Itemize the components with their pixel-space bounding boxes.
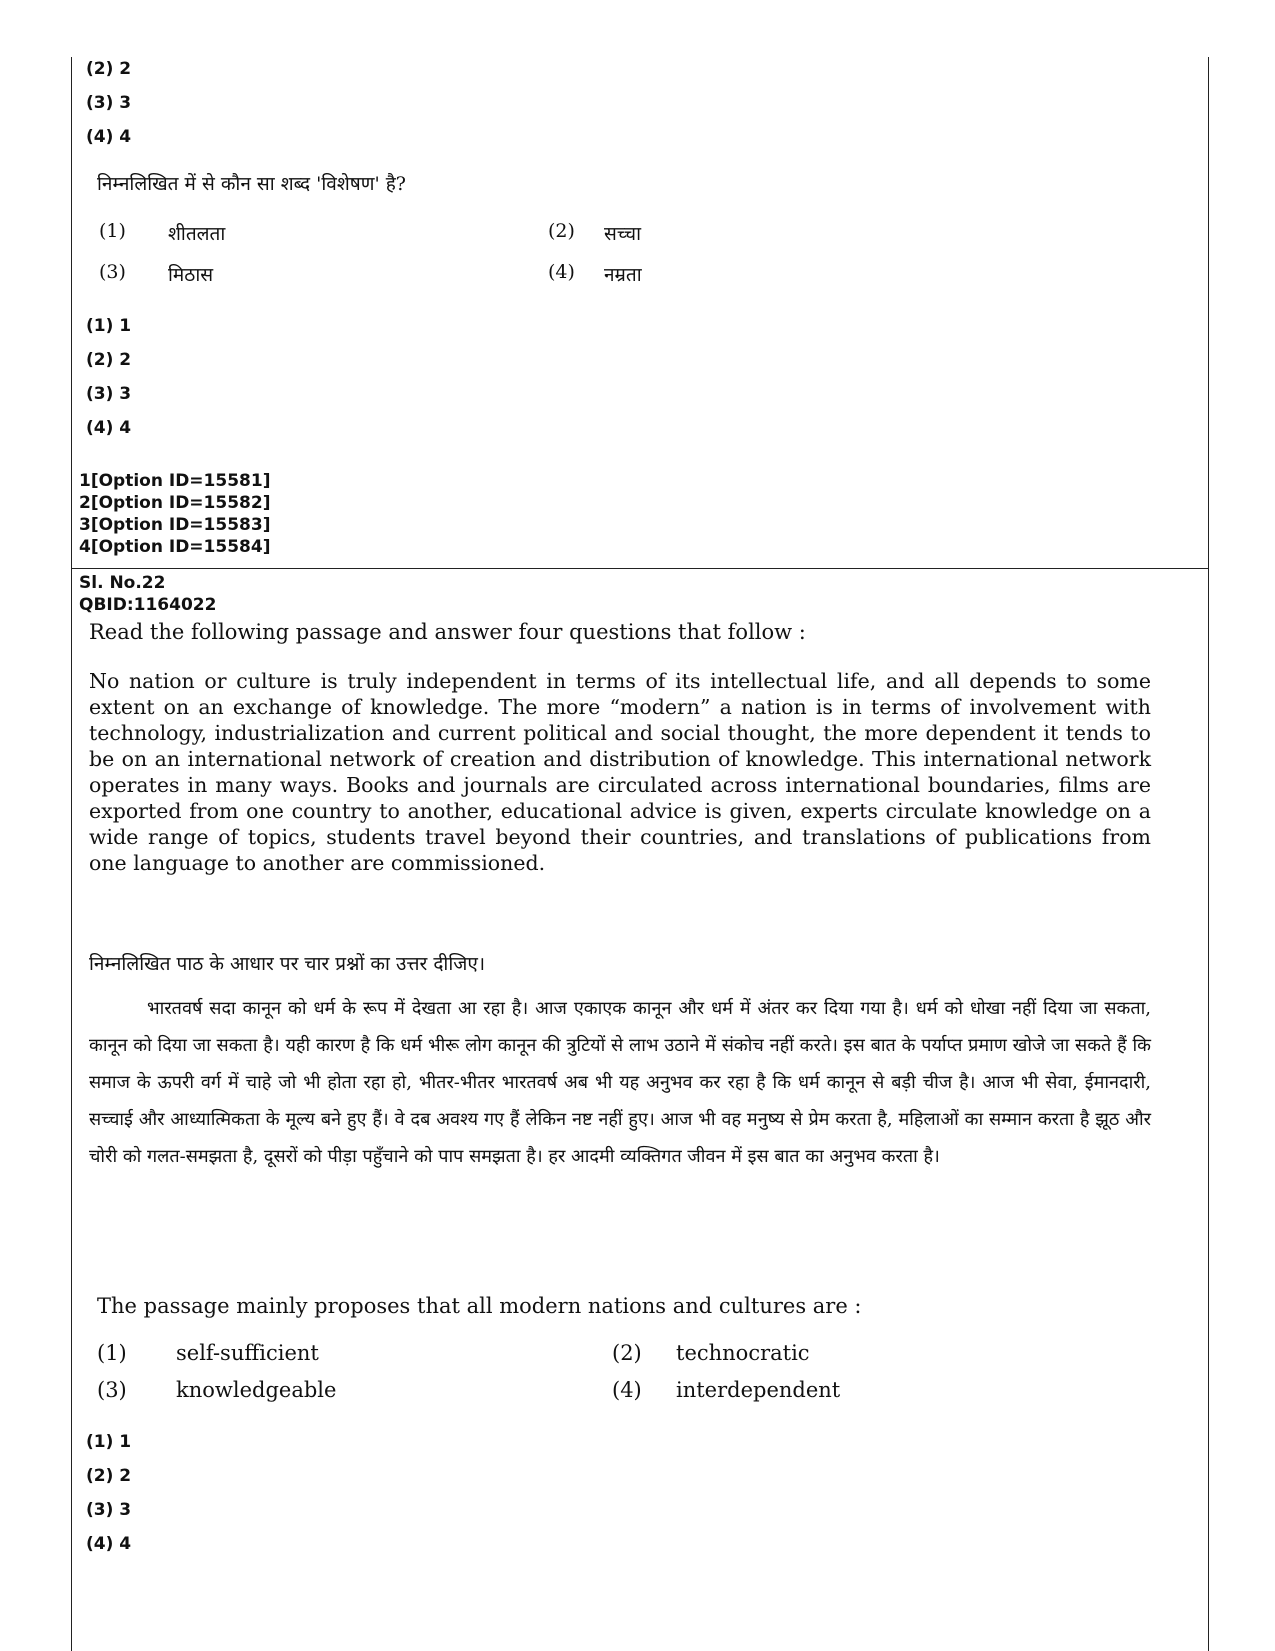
option-text: सच्चा xyxy=(604,223,641,245)
instruction-hindi: निम्नलिखित पाठ के आधार पर चार प्रश्नों का उत्तर दीजिए। xyxy=(89,953,486,975)
answer-choice[interactable]: (4) 4 xyxy=(86,418,132,438)
option-number: (1) xyxy=(97,1341,127,1365)
passage-hindi xyxy=(89,990,1151,1175)
instruction-english: Read the following passage and answer four questions that follow : xyxy=(89,620,806,644)
option-text: knowledgeable xyxy=(176,1378,337,1402)
qbid: QBID:1164022 xyxy=(79,595,217,615)
option-id: 3[Option ID=15583] xyxy=(79,515,271,535)
option-number: (3) xyxy=(97,1378,127,1402)
option-number: (2) xyxy=(612,1341,642,1365)
serial-number: Sl. No.22 xyxy=(79,573,166,593)
answer-choice[interactable]: (4) 4 xyxy=(86,1534,132,1554)
option-id-list xyxy=(79,470,270,558)
question-text: निम्नलिखित में से कौन सा शब्द 'विशेषण' है? xyxy=(97,173,406,195)
option-text: technocratic xyxy=(676,1341,810,1365)
option-number: (2) xyxy=(548,220,575,242)
answer-choice[interactable]: (1) 1 xyxy=(86,316,132,336)
answer-choice[interactable]: (4) 4 xyxy=(86,127,132,147)
option-id: 1[Option ID=15581] xyxy=(79,471,271,491)
option-number: (4) xyxy=(548,261,575,283)
question-text: The passage mainly proposes that all modern nations and cultures are : xyxy=(97,1294,862,1318)
answer-choice[interactable]: (2) 2 xyxy=(86,350,132,370)
answer-choice[interactable]: (2) 2 xyxy=(86,59,132,79)
option-text: नम्रता xyxy=(604,264,642,286)
passage-hindi-text: भारतवर्ष सदा कानून को धर्म के रूप में देखता आ रहा है। आज एकाएक कानून और धर्म में अंतर कर दिया गया है। धर्म को धोखा नहीं दिया जा सकता, कानून को दिया जा सकता है। यही कारण है कि धर्म भीरू लोग कानून की त्रुटियों से लाभ उठाने में संकोच नहीं करते। इस बात के पर्याप्त प्रमाण खोजे जा सकते हैं कि समाज के ऊपरी वर्ग में चाहे जो भी होता रहा हो, भीतर-भीतर भारतवर्ष अब भी यह अनुभव कर रहा है कि धर्म कानून से बड़ी चीज है। आज भी सेवा, ईमानदारी, सच्चाई और आध्यात्मिकता के मूल्य बने हुए हैं। वे दब अवश्य गए हैं लेकिन नष्ट नहीं हुए। आज भी वह मनुष्य से प्रेम करता है, महिलाओं का सम्मान करता है झूठ और चोरी को गलत-समझता है, दूसरों को पीड़ा पहुँचाने को पाप समझता है। हर आदमी व्यक्तिगत जीवन में इस बात का अनुभव करता है। xyxy=(89,998,1151,1167)
answer-choice[interactable]: (1) 1 xyxy=(86,1432,132,1452)
answer-choice[interactable]: (3) 3 xyxy=(86,1500,132,1520)
option-text: मिठास xyxy=(168,264,214,286)
question-divider xyxy=(71,568,1209,569)
question-header xyxy=(79,572,216,616)
option-text: शीतलता xyxy=(168,223,226,245)
answer-choice[interactable]: (3) 3 xyxy=(86,384,132,404)
option-number: (4) xyxy=(612,1378,642,1402)
option-id: 4[Option ID=15584] xyxy=(79,537,271,557)
option-number: (1) xyxy=(99,220,126,242)
answer-choice[interactable]: (3) 3 xyxy=(86,93,132,113)
option-id: 2[Option ID=15582] xyxy=(79,493,271,513)
option-text: interdependent xyxy=(676,1378,841,1402)
passage-english: No nation or culture is truly independent in terms of its intellectual life, and all depends to some extent on an exchange of knowledge. The more “modern” a nation is in terms of involvement with technology, industrialization and current political and social thought, the more dependent it tends to be on an international network of creation and distribution of knowledge. This international network operates in many ways. Books and journals are circulated across international boundaries, films are exported from one country to another, educational advice is given, experts circulate knowledge on a wide range of topics, students travel beyond their countries, and translations of publications from one language to another are commissioned. xyxy=(89,669,1151,875)
answer-choice[interactable]: (2) 2 xyxy=(86,1466,132,1486)
option-number: (3) xyxy=(99,261,126,283)
option-text: self-sufficient xyxy=(176,1341,319,1365)
